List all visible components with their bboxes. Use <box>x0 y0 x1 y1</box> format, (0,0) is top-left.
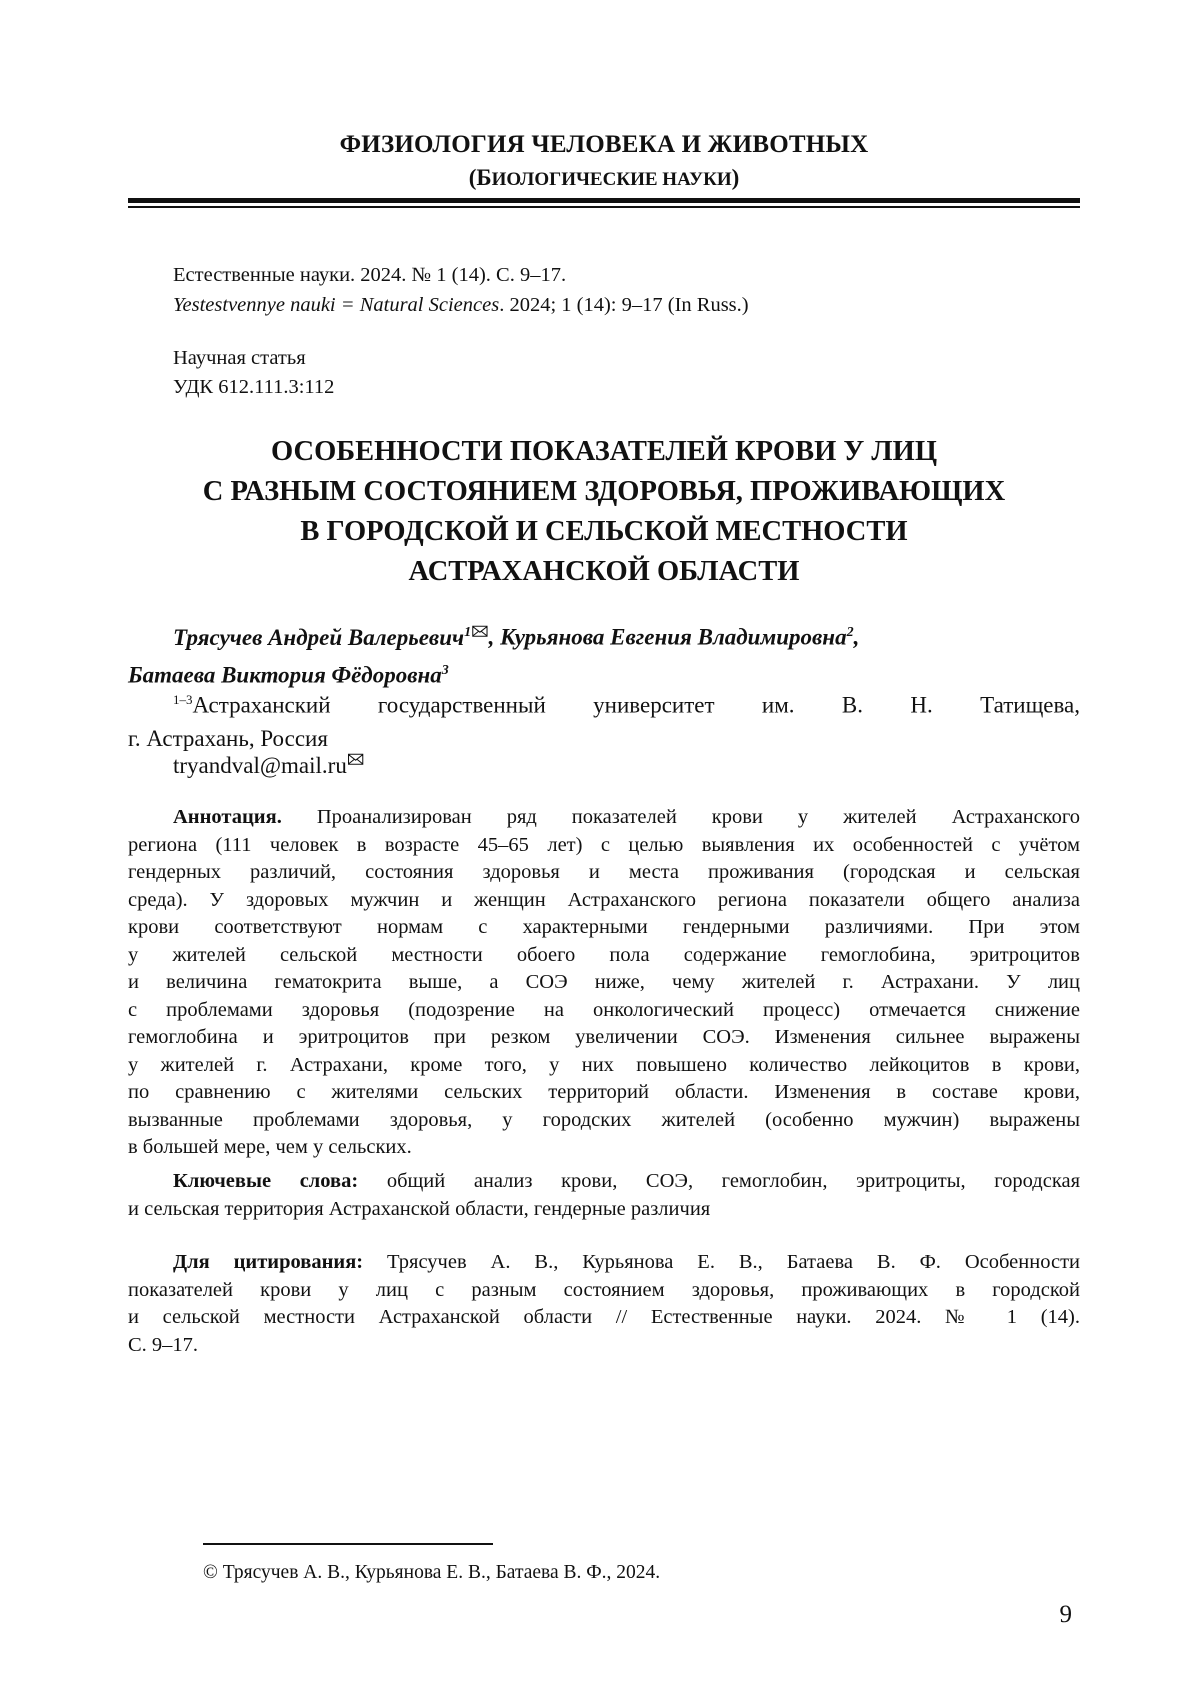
affiliation-sup: 1–3 <box>173 692 193 707</box>
abstract-line: вызванные проблемами здоровья, у городских жителей (особенно мужчин) выражены <box>128 1108 1080 1131</box>
abstract-line: гемоглобина и эритроцитов при резком увеличении СОЭ. Изменения сильнее выражены <box>128 1026 1080 1048</box>
section-title: ФИЗИОЛОГИЯ ЧЕЛОВЕКА И ЖИВОТНЫХ <box>339 131 869 158</box>
author-2: Курьянова Евгения Владимировна <box>500 624 847 650</box>
title-line: В ГОРОДСКОЙ И СЕЛЬСКОЙ МЕСТНОСТИ <box>300 516 908 547</box>
abstract-line <box>128 804 1080 832</box>
keywords-line <box>128 1168 1080 1196</box>
subtitle-smallcaps: ИОЛОГИЧЕСКИЕ НАУКИ <box>491 169 732 190</box>
author-3-sup: 3 <box>441 662 449 678</box>
affiliation-university: Астраханский государственный университет им. В. Н. Татищева, <box>192 692 1080 718</box>
how-to-cite <box>128 1249 1080 1359</box>
citation-en-journal: Yestestvennye nauki = Natural Sciences <box>173 294 500 316</box>
title-line: АСТРАХАНСКОЙ ОБЛАСТИ <box>408 556 800 587</box>
affiliation <box>128 683 1080 755</box>
keywords-text: общий анализ крови, СОЭ, гемоглобин, эритроциты, городская <box>386 1170 1080 1192</box>
affiliation-city: г. Астрахань, Россия <box>128 725 328 751</box>
article-type: Научная статья <box>173 347 306 369</box>
udc-code: УДК 612.111.3:112 <box>173 376 335 398</box>
subtitle-open: (Б <box>468 165 492 190</box>
abstract-line: и величина гематокрита выше, а СОЭ ниже, чему жителей г. Астрахани. У лиц <box>128 971 1080 993</box>
author-1: Трясучев Андрей Валерьевич <box>173 624 465 650</box>
cite-line: С. 9–17. <box>128 1333 199 1356</box>
author-separator: , <box>488 624 501 650</box>
article-meta <box>173 344 334 402</box>
cite-line: и сельской местности Астраханской области // Естественные науки. 2024. № 1 (14). <box>128 1306 1080 1328</box>
abstract-line: гендерных различий, состояния здоровья и места проживания (городская и сельская <box>128 861 1080 883</box>
abstract-line: в большей мере, чем у сельских. <box>128 1136 412 1158</box>
abstract-line: по сравнению с жителями сельских территорий области. Изменения в составе крови, <box>128 1081 1080 1103</box>
section-subtitle <box>128 162 1080 196</box>
author-1-sup: 1 <box>464 625 472 640</box>
header-rule-thin <box>128 206 1080 208</box>
citation-en-rest: . 2024; 1 (14): 9–17 (In Russ.) <box>499 294 749 316</box>
author-2-sup: 2 <box>846 625 854 640</box>
abstract-line: у жителей сельской местности обоего пола содержание гемоглобина, эритроцитов <box>128 943 1080 966</box>
author-separator: , <box>853 624 860 650</box>
abstract <box>128 804 1080 1162</box>
corresponding-email <box>173 749 364 782</box>
abstract-line: региона (111 человек в возрасте 45–65 лет) с целью выявления их особенностей с учётом <box>128 833 1080 856</box>
journal-citation <box>173 260 749 320</box>
email-address[interactable]: tryandval@mail.ru <box>173 753 347 778</box>
section-header <box>128 128 1080 196</box>
cite-label: Для цитирования: <box>173 1251 364 1273</box>
abstract-label: Аннотация. <box>173 806 282 828</box>
title-line: ОСОБЕННОСТИ ПОКАЗАТЕЛЕЙ КРОВИ У ЛИЦ <box>270 436 938 467</box>
keywords-label: Ключевые слова: <box>173 1170 359 1192</box>
title-line: С РАЗНЫМ СОСТОЯНИЕМ ЗДОРОВЬЯ, ПРОЖИВАЮЩИХ <box>202 476 1006 507</box>
abstract-line: с проблемами здоровья (подозрение на онкологический процесс) отмечается снижение <box>128 998 1080 1021</box>
abstract-text: Проанализирован ряд показателей крови у жителей Астраханского <box>316 806 1080 828</box>
authors <box>128 616 1080 691</box>
cite-line: показателей крови у лиц с разным состоянием здоровья, проживающих в городской <box>128 1278 1080 1301</box>
copyright-footnote: © Трясучев А. В., Курьянова Е. В., Батаева В. Ф., 2024. <box>203 1562 661 1583</box>
abstract-line: среда). У здоровых мужчин и женщин Астраханского региона показатели общего анализа <box>128 888 1080 911</box>
affiliation-line <box>128 683 1080 722</box>
citation-ru: Естественные науки. 2024. № 1 (14). С. 9–17. <box>173 264 567 286</box>
keywords-line: и сельская территория Астраханской области, гендерные различия <box>128 1197 711 1220</box>
abstract-line: крови соответствуют нормам с характерными гендерными различиями. При этом <box>128 916 1080 938</box>
envelope-icon: 🖂 <box>471 624 489 640</box>
footnote-rule <box>203 1543 493 1545</box>
keywords <box>128 1168 1080 1223</box>
cite-line <box>128 1249 1080 1277</box>
envelope-icon: 🖂 <box>346 752 365 769</box>
article-title <box>128 432 1080 592</box>
subtitle-close: ) <box>731 165 740 190</box>
citation-en <box>173 290 749 320</box>
abstract-line: у жителей г. Астрахани, кроме того, у них повышено количество лейкоцитов в крови, <box>128 1053 1080 1076</box>
author-3: Батаева Виктория Фёдоровна <box>128 662 442 688</box>
page-number: 9 <box>1059 1601 1072 1628</box>
header-rule-thick <box>128 198 1080 203</box>
cite-text: Трясучев А. В., Курьянова Е. В., Батаева В. Ф. Особенности <box>387 1251 1080 1273</box>
